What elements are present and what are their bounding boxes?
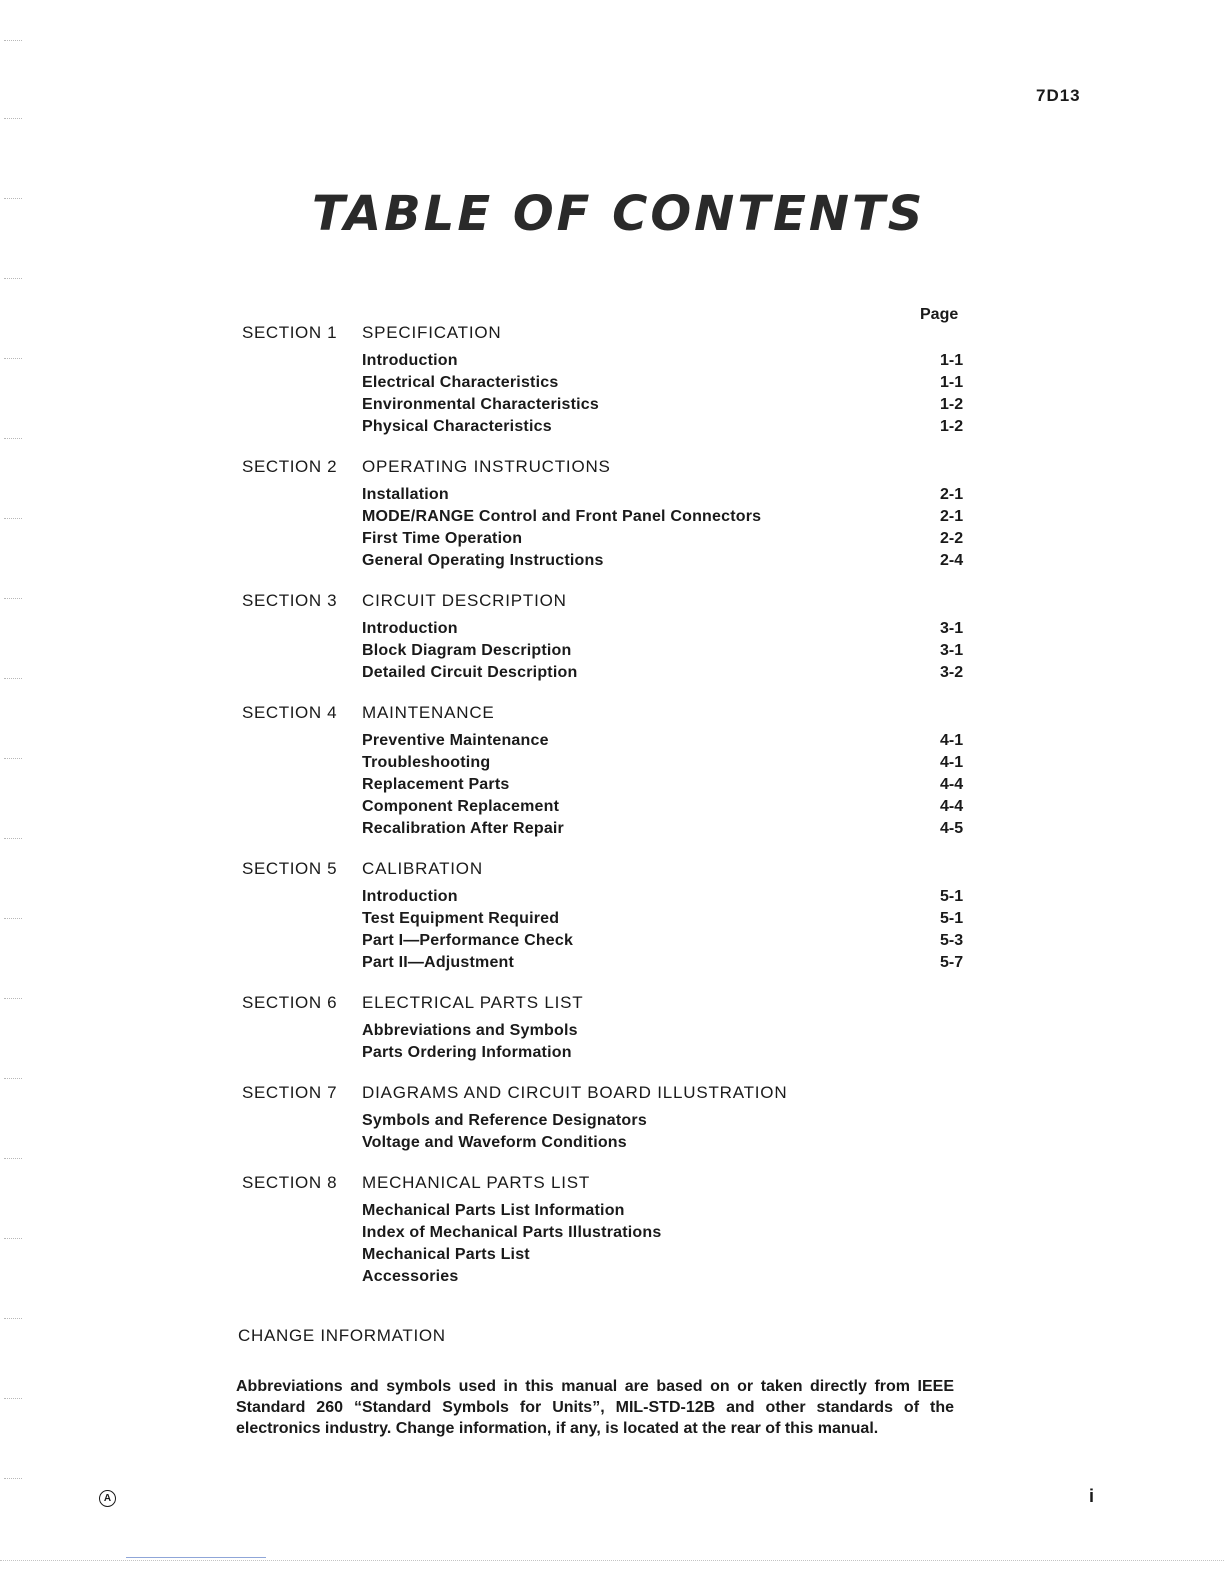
entry-title: Introduction	[362, 352, 458, 369]
toc-section	[242, 858, 972, 974]
section-label: SECTION 6	[242, 993, 338, 1012]
entry-title: Part II—Adjustment	[362, 954, 515, 971]
page-number: i	[1089, 1486, 1095, 1506]
toc-section	[242, 992, 972, 1064]
section-title: SPECIFICATION	[362, 323, 502, 342]
entry-title: Installation	[362, 486, 449, 503]
entry-page: 5-1	[940, 910, 964, 927]
toc-entry	[242, 1200, 972, 1222]
section-heading	[242, 702, 972, 724]
footnote: Abbreviations and symbols used in this manual are based on or taken directly from IEEE Standard 260 “Standard Symbols for Units”, MIL-STD-12B and other standards of the electronics industry. Change information, if any, is located at the rear of this manual.	[236, 1378, 954, 1437]
entry-title: Test Equipment Required	[362, 910, 560, 927]
section-title: CALIBRATION	[362, 859, 483, 878]
toc-entry	[242, 1244, 972, 1266]
section-label: SECTION 5	[242, 859, 338, 878]
entry-page: 1-1	[940, 374, 964, 391]
toc-entry	[242, 528, 972, 550]
entry-page: 1-1	[940, 352, 964, 369]
toc-entry	[242, 1222, 972, 1244]
entry-title: Component Replacement	[362, 798, 560, 815]
entry-title: Introduction	[362, 620, 458, 637]
entry-title: Replacement Parts	[362, 776, 510, 793]
entry-title: Electrical Characteristics	[362, 374, 559, 391]
toc-entry	[242, 1132, 972, 1154]
entry-title: Physical Characteristics	[362, 418, 552, 435]
entry-page: 5-7	[940, 954, 964, 971]
toc-entry	[242, 1110, 972, 1132]
entry-page	[940, 1200, 972, 1222]
toc-entry	[242, 774, 972, 796]
toc-section	[242, 702, 972, 840]
entry-page	[940, 1020, 972, 1042]
entry-title: Introduction	[362, 888, 458, 905]
entry-page: 4-1	[940, 732, 964, 749]
entry-page	[940, 1132, 972, 1154]
toc-entry	[242, 618, 972, 640]
entry-title: Index of Mechanical Parts Illustrations	[362, 1224, 662, 1241]
entry-title: Parts Ordering Information	[362, 1044, 572, 1061]
section-label: SECTION 2	[242, 457, 338, 476]
entry-title: Symbols and Reference Designators	[362, 1112, 647, 1129]
entry-title: Abbreviations and Symbols	[362, 1022, 578, 1039]
entry-title: General Operating Instructions	[362, 552, 604, 569]
section-title: MECHANICAL PARTS LIST	[362, 1173, 591, 1192]
section-label: SECTION 1	[242, 323, 338, 342]
toc-entry	[242, 1020, 972, 1042]
entry-page: 2-1	[940, 508, 964, 525]
section-label: SECTION 4	[242, 703, 338, 722]
entry-page: 3-1	[940, 620, 964, 637]
section-heading	[242, 1082, 972, 1104]
toc-entry	[242, 640, 972, 662]
bottom-scan-rule	[0, 1560, 1224, 1561]
entry-title: Troubleshooting	[362, 754, 491, 771]
toc-section	[242, 456, 972, 572]
entry-page	[940, 1244, 972, 1266]
toc-entry	[242, 550, 972, 572]
page-title: TABLE OF CONTENTS	[312, 186, 926, 242]
toc-entry	[242, 796, 972, 818]
entry-page: 3-1	[940, 642, 964, 659]
toc-section	[242, 1082, 972, 1154]
entry-title: Detailed Circuit Description	[362, 664, 578, 681]
toc-entry	[242, 730, 972, 752]
section-heading	[242, 858, 972, 880]
bottom-scan-mark	[126, 1557, 266, 1558]
section-heading	[242, 590, 972, 612]
toc-entry	[242, 506, 972, 528]
section-title: MAINTENANCE	[362, 703, 495, 722]
entry-title: First Time Operation	[362, 530, 523, 547]
toc-entry	[242, 952, 972, 974]
entry-page: 4-5	[940, 820, 964, 837]
toc-entry	[242, 416, 972, 438]
toc-entry	[242, 350, 972, 372]
entry-title: Mechanical Parts List	[362, 1246, 530, 1263]
entry-page	[940, 1222, 972, 1244]
revision-mark-icon: A	[99, 1490, 116, 1507]
toc-entry	[242, 1042, 972, 1064]
entry-page: 4-4	[940, 798, 964, 815]
toc-entry	[242, 908, 972, 930]
entry-page	[940, 1042, 972, 1064]
entry-page: 1-2	[940, 396, 964, 413]
entry-title: Part I—Performance Check	[362, 932, 574, 949]
entry-title: Recalibration After Repair	[362, 820, 564, 837]
entry-page	[940, 1110, 972, 1132]
section-heading	[242, 456, 972, 478]
section-heading	[242, 322, 972, 344]
entry-page: 4-4	[940, 776, 964, 793]
binding-edge-marks	[4, 30, 24, 1510]
entry-page: 5-1	[940, 888, 964, 905]
entry-page: 3-2	[940, 664, 964, 681]
page-column-label: Page	[920, 306, 959, 323]
toc-section	[242, 590, 972, 684]
toc-entry	[242, 930, 972, 952]
model-number: 7D13	[1036, 86, 1081, 105]
toc-entry	[242, 662, 972, 684]
entry-page: 2-1	[940, 486, 964, 503]
toc-section	[242, 1172, 972, 1288]
entry-page: 1-2	[940, 418, 964, 435]
toc-entry	[242, 886, 972, 908]
toc-entry	[242, 484, 972, 506]
section-heading	[242, 1172, 972, 1194]
entry-page: 5-3	[940, 932, 964, 949]
entry-title: Voltage and Waveform Conditions	[362, 1134, 627, 1151]
section-label: SECTION 7	[242, 1083, 338, 1102]
section-heading	[242, 992, 972, 1014]
entry-title: Environmental Characteristics	[362, 396, 599, 413]
section-label: SECTION 8	[242, 1173, 338, 1192]
entry-title: MODE/RANGE Control and Front Panel Connectors	[362, 508, 762, 525]
entry-page: 2-2	[940, 530, 964, 547]
section-title: CIRCUIT DESCRIPTION	[362, 591, 567, 610]
entry-page	[940, 1266, 972, 1288]
toc-entry	[242, 818, 972, 840]
entry-title: Mechanical Parts List Information	[362, 1202, 625, 1219]
section-title: DIAGRAMS AND CIRCUIT BOARD ILLUSTRATION	[362, 1083, 788, 1102]
section-title: ELECTRICAL PARTS LIST	[362, 993, 584, 1012]
entry-page: 2-4	[940, 552, 964, 569]
toc-entry	[242, 752, 972, 774]
toc-entry	[242, 394, 972, 416]
entry-title: Block Diagram Description	[362, 642, 572, 659]
change-information-heading: CHANGE INFORMATION	[238, 1326, 446, 1345]
entry-title: Preventive Maintenance	[362, 732, 549, 749]
section-label: SECTION 3	[242, 591, 338, 610]
toc-section	[242, 322, 972, 438]
entry-title: Accessories	[362, 1268, 459, 1285]
toc-entry	[242, 372, 972, 394]
table-of-contents	[242, 322, 972, 1306]
section-title: OPERATING INSTRUCTIONS	[362, 457, 611, 476]
toc-entry	[242, 1266, 972, 1288]
entry-page: 4-1	[940, 754, 964, 771]
